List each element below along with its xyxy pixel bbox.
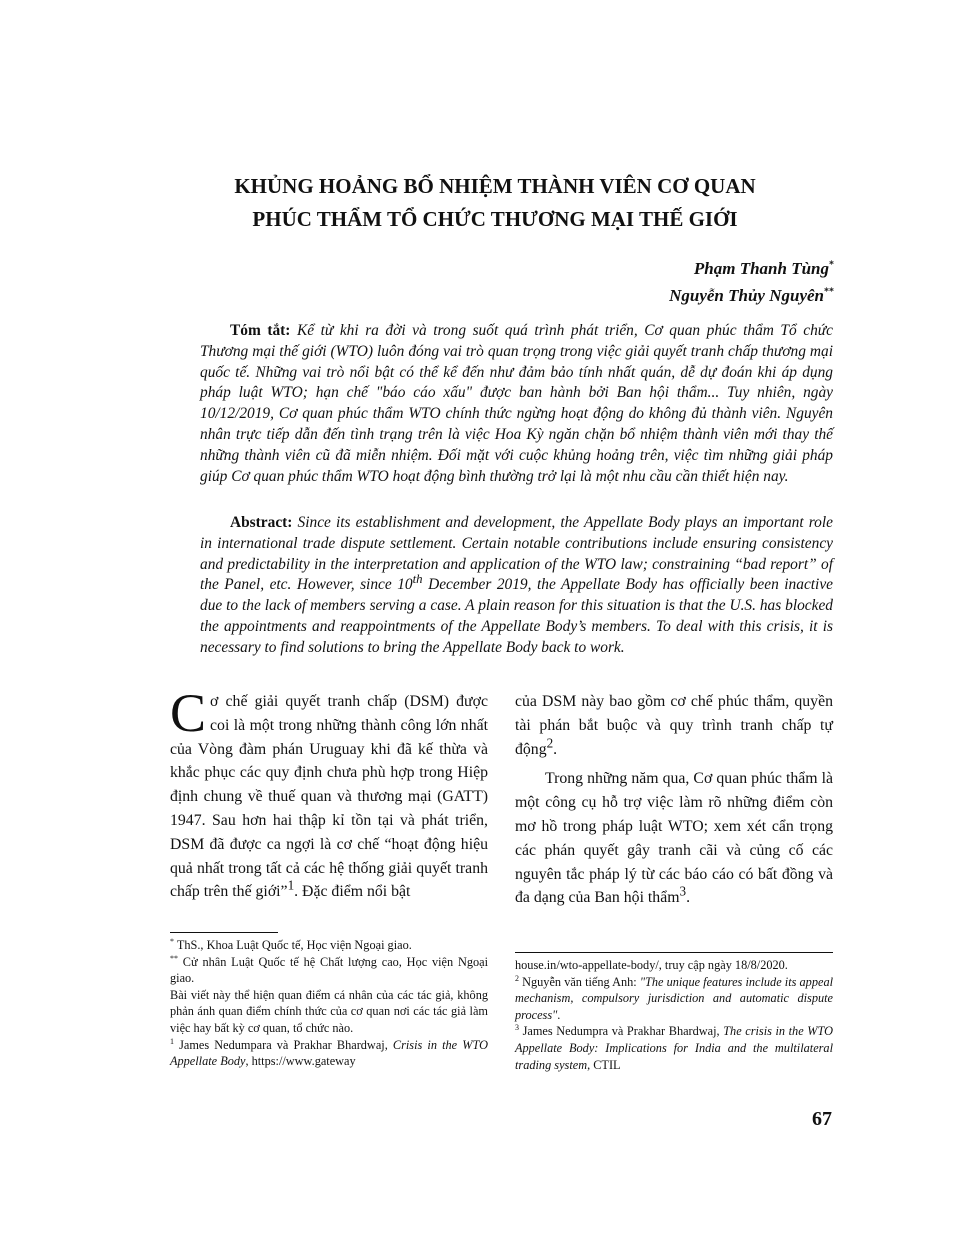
author-list (669, 255, 834, 309)
title-line-2: PHÚC THẨM TỔ CHỨC THƯƠNG MẠI THẾ GIỚI (252, 207, 738, 231)
footnote-2: $^2$ Nguyễn văn tiếng Anh: "The unique features include its appeal mechanism, compulsory jurisdiction and automatic dispute process". (515, 973, 834, 1022)
footnote-1: $^1$ James Nedumpara và Prakhar Bhardwaj, Crisis in the WTO Appellate Body, https://www.gateway (170, 1036, 488, 1069)
footnote-divider-left (170, 932, 278, 933)
footnote-author-2: ** Cử nhân Luật Quốc tế hệ Chất lượng cao, Học viện Ngoại giao. (170, 953, 488, 986)
abstract-en-text: Since its establishment and development, the Appellate Body plays an important role in international trade dispute settlement. Certain notable contributions include ensuring consistency and predictability in the interpretation and application of the WTO law; constraining “bad report” of the Panel, etc. However, since 10th December 2019, the Appellate Body has officially been inactive due to the lack of members serving a case. A plain reason for this situation is that the U.S. has blocked the appointments and reappointments of the Appellate Body’s members. To deal with this crisis, it is necessary to find solutions to bring the Appellate Body back to work. (200, 514, 833, 656)
page-number: 67 (812, 1108, 832, 1130)
footnote-author-1: * ThS., Khoa Luật Quốc tế, Học viện Ngoại giao. (170, 936, 412, 952)
footnote-disclaimer: Bài viết này thể hiện quan điểm cá nhân của các tác giả, không phản ánh quan điểm chính thức của cơ quan nơi các tác giả làm việc hay bất kỳ cơ quan, tổ chức nào. (170, 987, 488, 1035)
footnotes-right (515, 957, 833, 1073)
body-paragraph-1: Cơ chế giải quyết tranh chấp (DSM) được coi là một trong những thành công lớn nhất của Vòng đàm phán Uruguay khi đã kế thừa và khắc phục các quy định chưa phù hợp trong Hiệp định chung về thuế quan và thương mại (GATT) 1947. Sau hơn hai thập kỉ tồn tại và phát triển, DSM đã được ca ngợi là cơ chế “hoạt động hiệu quả nhất trong tất cả các hệ thống giải quyết tranh chấp trên thế giới”$^1$. Đặc điểm nổi bật (170, 683, 488, 901)
article-title (150, 170, 840, 236)
footnotes-left (170, 937, 488, 1070)
abstract-vi-text: Kể từ khi ra đời và trong suốt quá trình phát triển, Cơ quan phúc thẩm Tổ chức Thương mại thế giới (WTO) luôn đóng vai trò quan trọng trong việc giải quyết tranh chấp thương mại quốc tế. Những vai trò nổi bật có thể kể đến như đảm bảo tính nhất quán, dễ dự đoán khi áp dụng pháp luật WTO; hạn chế "báo cáo xấu" được ban hành bởi Ban hội thẩm... Tuy nhiên, ngày 10/12/2019, Cơ quan phúc thẩm WTO chính thức ngừng hoạt động do không đủ thành viên. Nguyên nhân trực tiếp dẫn đến tình trạng trên là việc Hoa Kỳ ngăn chặn bổ nhiệm thành viên mới thay thế những thành viên cũ đã miễn nhiệm. Đối mặt với cuộc khủng hoảng trên, việc tìm những giải pháp giúp Cơ quan phúc thẩm WTO hoạt động bình thường trở lại là một nhu cầu cần thiết hiện nay. (200, 322, 833, 485)
drop-cap: C (170, 683, 207, 743)
body-paragraph-1-cont: của DSM này bao gồm cơ chế phúc thẩm, quyền tài phán bắt buộc và quy trình tranh chấp tự động$^2$. (515, 693, 833, 758)
body-column-left (170, 683, 488, 904)
author-2: Nguyễn Thủy Nguyên** (669, 286, 834, 305)
footnote-1-cont: house.in/wto-appellate-body/, truy cập ngày 18/8/2020. (515, 958, 788, 972)
footnote-divider-right (515, 952, 833, 953)
title-line-1: KHỦNG HOẢNG BỔ NHIỆM THÀNH VIÊN CƠ QUAN (234, 174, 756, 198)
abstract-english (200, 513, 833, 659)
footnote-3: $^3$ James Nedumpra và Prakhar Bhardwaj, The crisis in the WTO Appellate Body: Implications for India and the multilateral trading system, CTIL (515, 1023, 833, 1072)
body-paragraph-2: Trong những năm qua, Cơ quan phúc thẩm là một công cụ hỗ trợ việc làm rõ những điểm còn mơ hồ trong pháp luật WTO; xem xét cẩn trọng các phán quyết gây tranh cãi và củng cố các nguyên tắc pháp lý từ các báo cáo có bất đồng và đa dạng của Ban hội thẩm$^3$. (515, 770, 833, 907)
body-column-right (515, 690, 833, 910)
abstract-vi-label: Tóm tắt: (230, 322, 291, 339)
author-1: Phạm Thanh Tùng* (693, 259, 834, 278)
abstract-vietnamese (200, 321, 833, 487)
abstract-en-label: Abstract: (230, 514, 293, 531)
